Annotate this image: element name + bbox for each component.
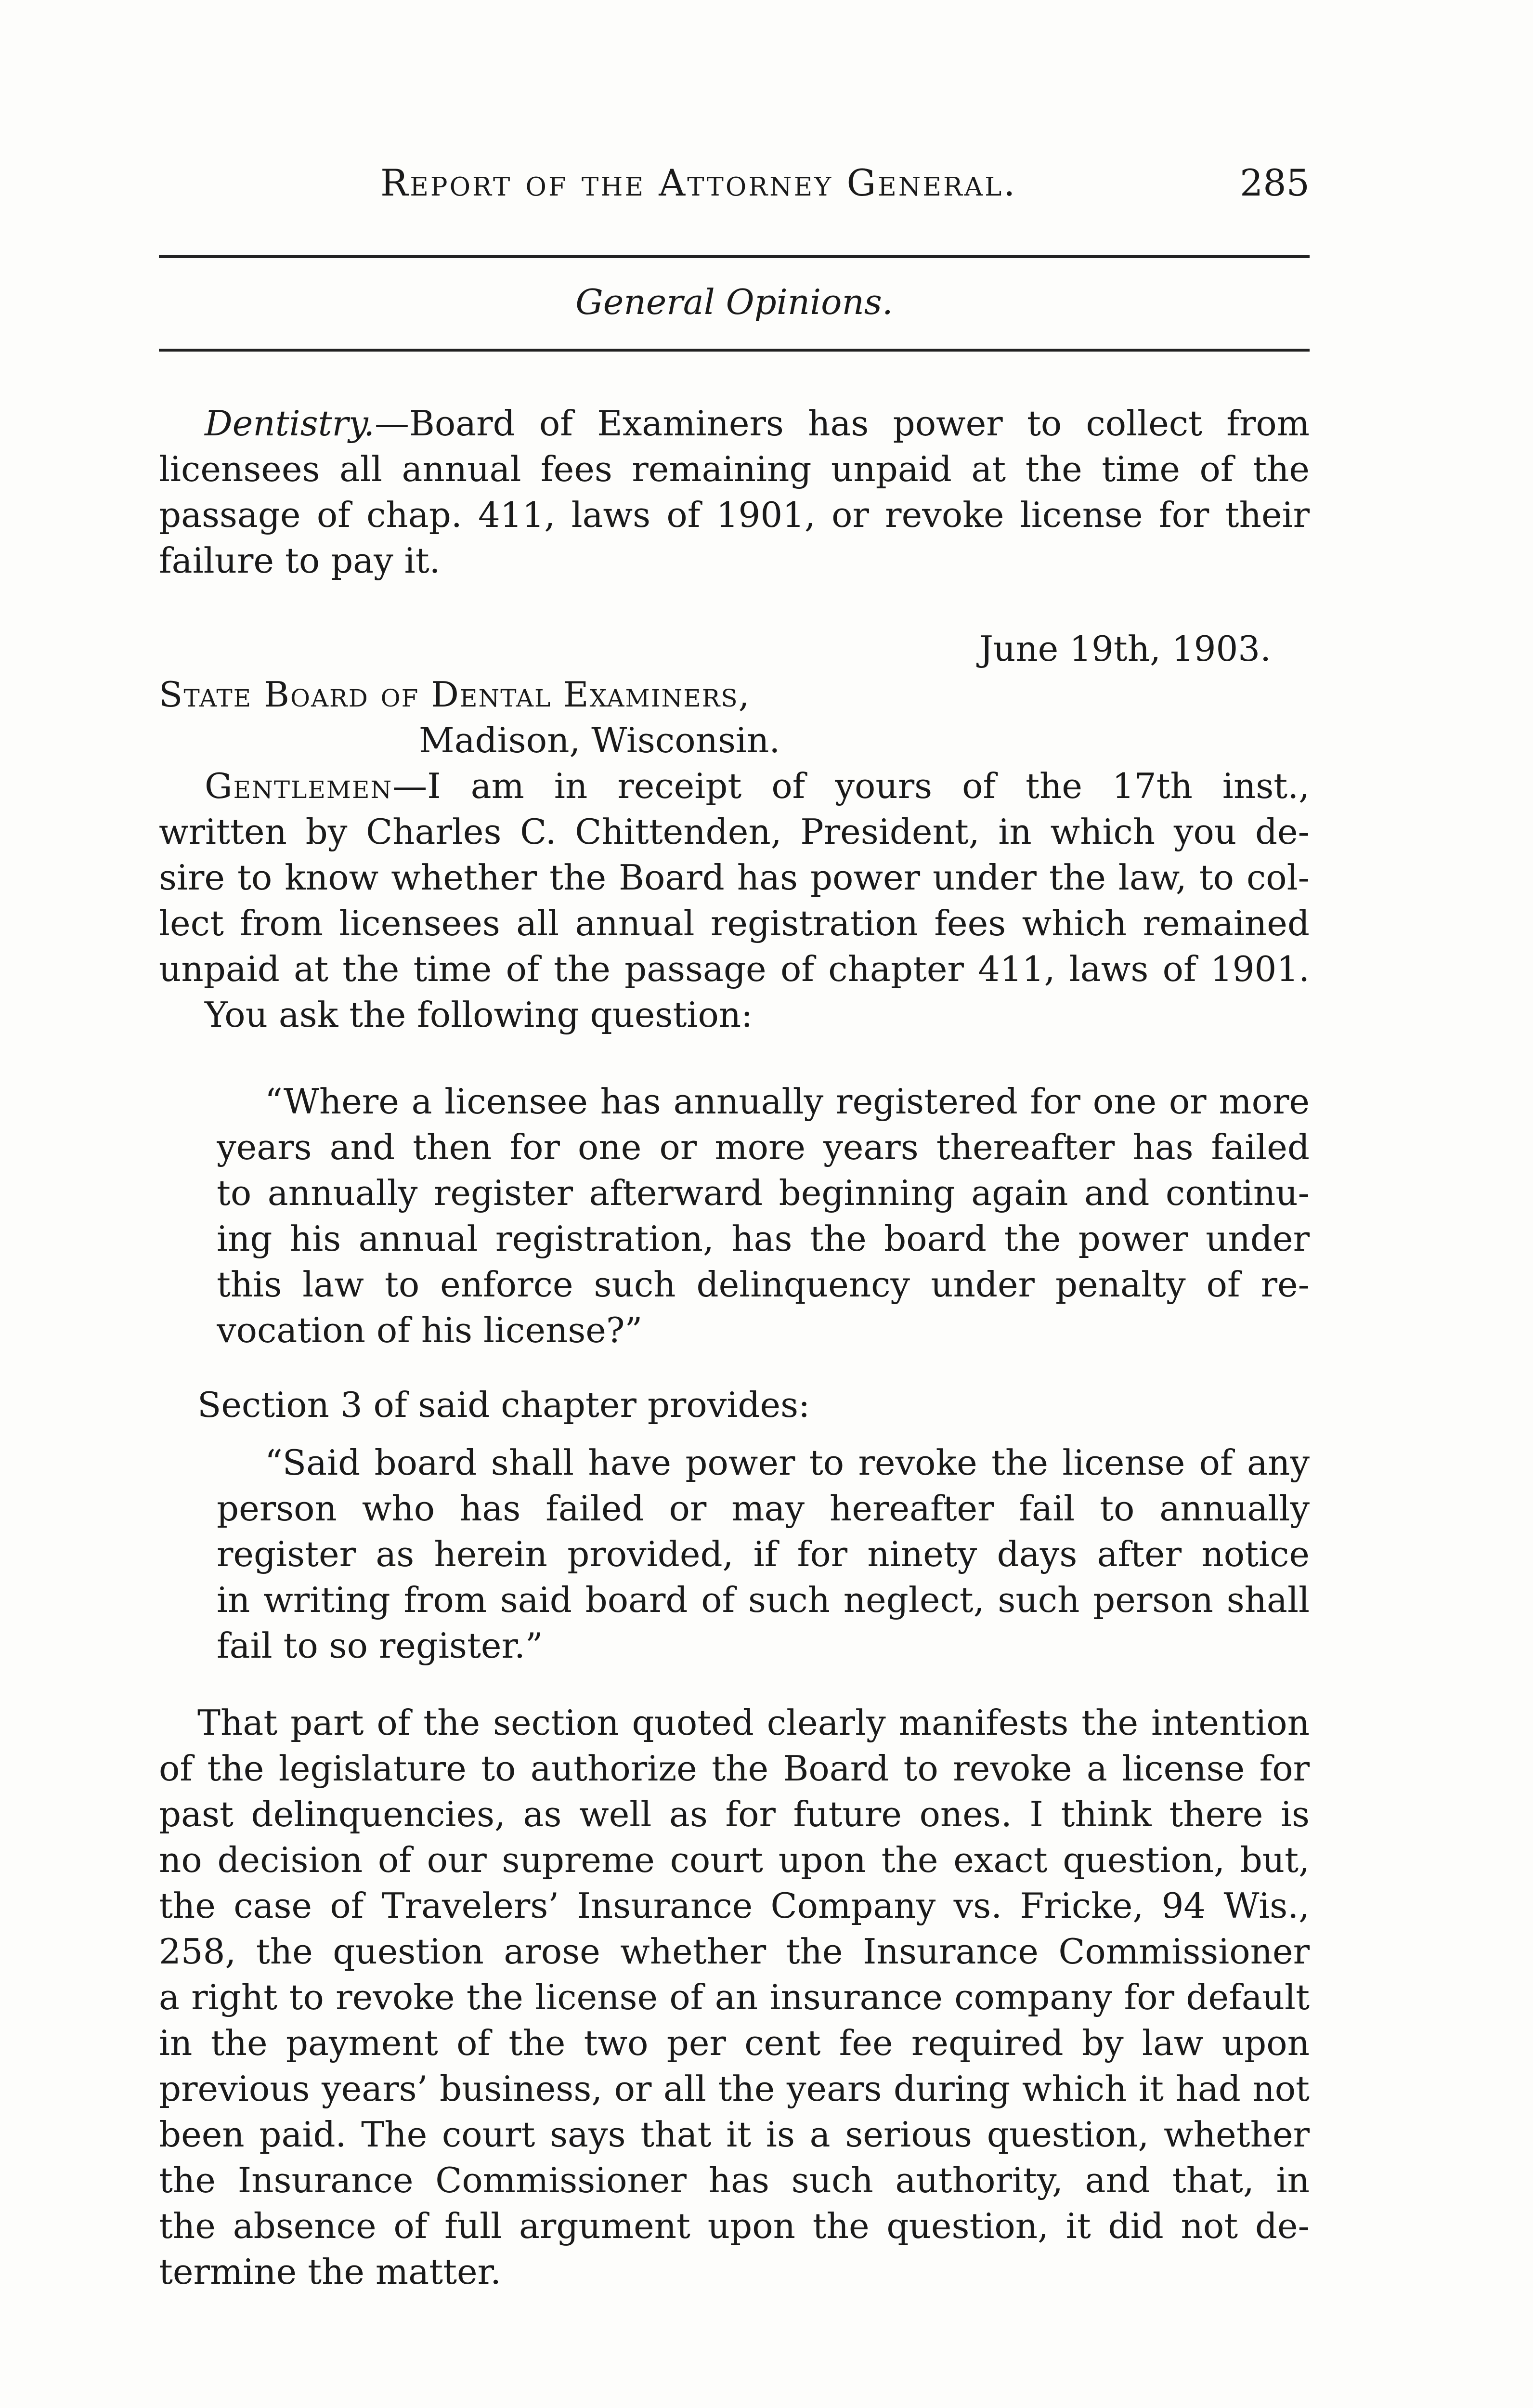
page-number: 285 (1239, 161, 1310, 204)
section-subheading: General Opinions. (575, 282, 893, 322)
bottom-rule (159, 349, 1310, 352)
quote-line: “Where a licensee has annually registered for one or more (265, 1081, 1310, 1122)
paragraph-line: in the payment of the two per cent fee required by law upon (159, 2023, 1310, 2063)
syllabus-line: —Board of Examiners has power to collect from (374, 403, 1310, 444)
paragraph-line: unpaid at the time of the passage of chapter 411, laws of 1901. (159, 949, 1310, 989)
paragraph-line: past delinquencies, as well as for future ones. I think there is (159, 1794, 1310, 1834)
syllabus-lead: Dentistry. (205, 403, 375, 444)
quote-2 (217, 1440, 1310, 1669)
syllabus-line: failure to pay it. (159, 540, 441, 581)
paragraph-line: 258, the question arose whether the Insurance Commissioner (159, 1931, 1310, 1972)
quote-line: “Said board shall have power to revoke the license of any (265, 1442, 1310, 1483)
section-intro: Section 3 of said chapter provides: (197, 1385, 810, 1425)
paragraph-line: That part of the section quoted clearly manifests the intention (197, 1702, 1310, 1743)
quote-line: to annually register afterward beginning again and continu- (217, 1173, 1310, 1213)
paragraph-line: lect from licensees all annual registration fees which remained (159, 903, 1310, 943)
paragraph-line: written by Charles C. Chittenden, President, in which you de- (159, 811, 1310, 852)
paragraph-line: been paid. The court says that it is a serious question, whether (159, 2114, 1310, 2155)
letter-date: June 19th, 1903. (979, 628, 1271, 669)
paragraph-line: You ask the following question: (205, 995, 753, 1035)
quote-line: ing his annual registration, has the board the power under (217, 1218, 1310, 1259)
quote-line: in writing from said board of such neglect, such person shall (217, 1580, 1310, 1620)
top-rule (159, 255, 1310, 258)
syllabus (159, 401, 1310, 584)
paragraph-line: the Insurance Commissioner has such authority, and that, in (159, 2160, 1310, 2200)
paragraph-line: the absence of full argument upon the question, it did not de- (159, 2206, 1310, 2246)
paragraph-line: a right to revoke the license of an insurance company for default (159, 1977, 1310, 2017)
syllabus-line: passage of chap. 411, laws of 1901, or revoke license for their (159, 495, 1310, 535)
quote-line: register as herein provided, if for ninety days after notice (217, 1534, 1310, 1574)
addressee (159, 672, 1310, 763)
paragraph-line: termine the matter. (159, 2251, 501, 2292)
addressee-line-2: Madison, Wisconsin. (419, 720, 780, 760)
addressee-line-1: State Board of Dental Examiners, (159, 674, 751, 715)
quote-line: fail to so register.” (217, 1625, 543, 1666)
paragraph-line: no decision of our supreme court upon the exact question, but, (159, 1840, 1310, 1880)
paragraph-2 (159, 1700, 1310, 2295)
syllabus-line: licensees all annual fees remaining unpaid at the time of the (159, 449, 1310, 489)
quote-line: person who has failed or may hereafter fail to annually (217, 1488, 1310, 1529)
paragraph-line: —I am in receipt of yours of the 17th inst., (392, 766, 1310, 806)
salutation: Gentlemen (205, 766, 393, 806)
quote-1 (217, 1079, 1310, 1353)
quote-line: this law to enforce such delinquency under penalty of re- (217, 1264, 1310, 1305)
running-header (159, 161, 1310, 214)
paragraph-line: sire to know whether the Board has power under the law, to col- (159, 857, 1310, 898)
quote-line: years and then for one or more years thereafter has failed (217, 1127, 1310, 1167)
paragraph-line: the case of Travelers’ Insurance Company vs. Fricke, 94 Wis., (159, 1885, 1310, 1926)
header-title: Report of the Attorney General. (380, 161, 1017, 204)
quote-line: vocation of his license?” (217, 1310, 643, 1350)
paragraph-line: of the legislature to authorize the Board to revoke a license for (159, 1748, 1310, 1789)
paragraph-1 (159, 763, 1310, 1038)
paragraph-line: previous years’ business, or all the years during which it had not (159, 2068, 1310, 2109)
